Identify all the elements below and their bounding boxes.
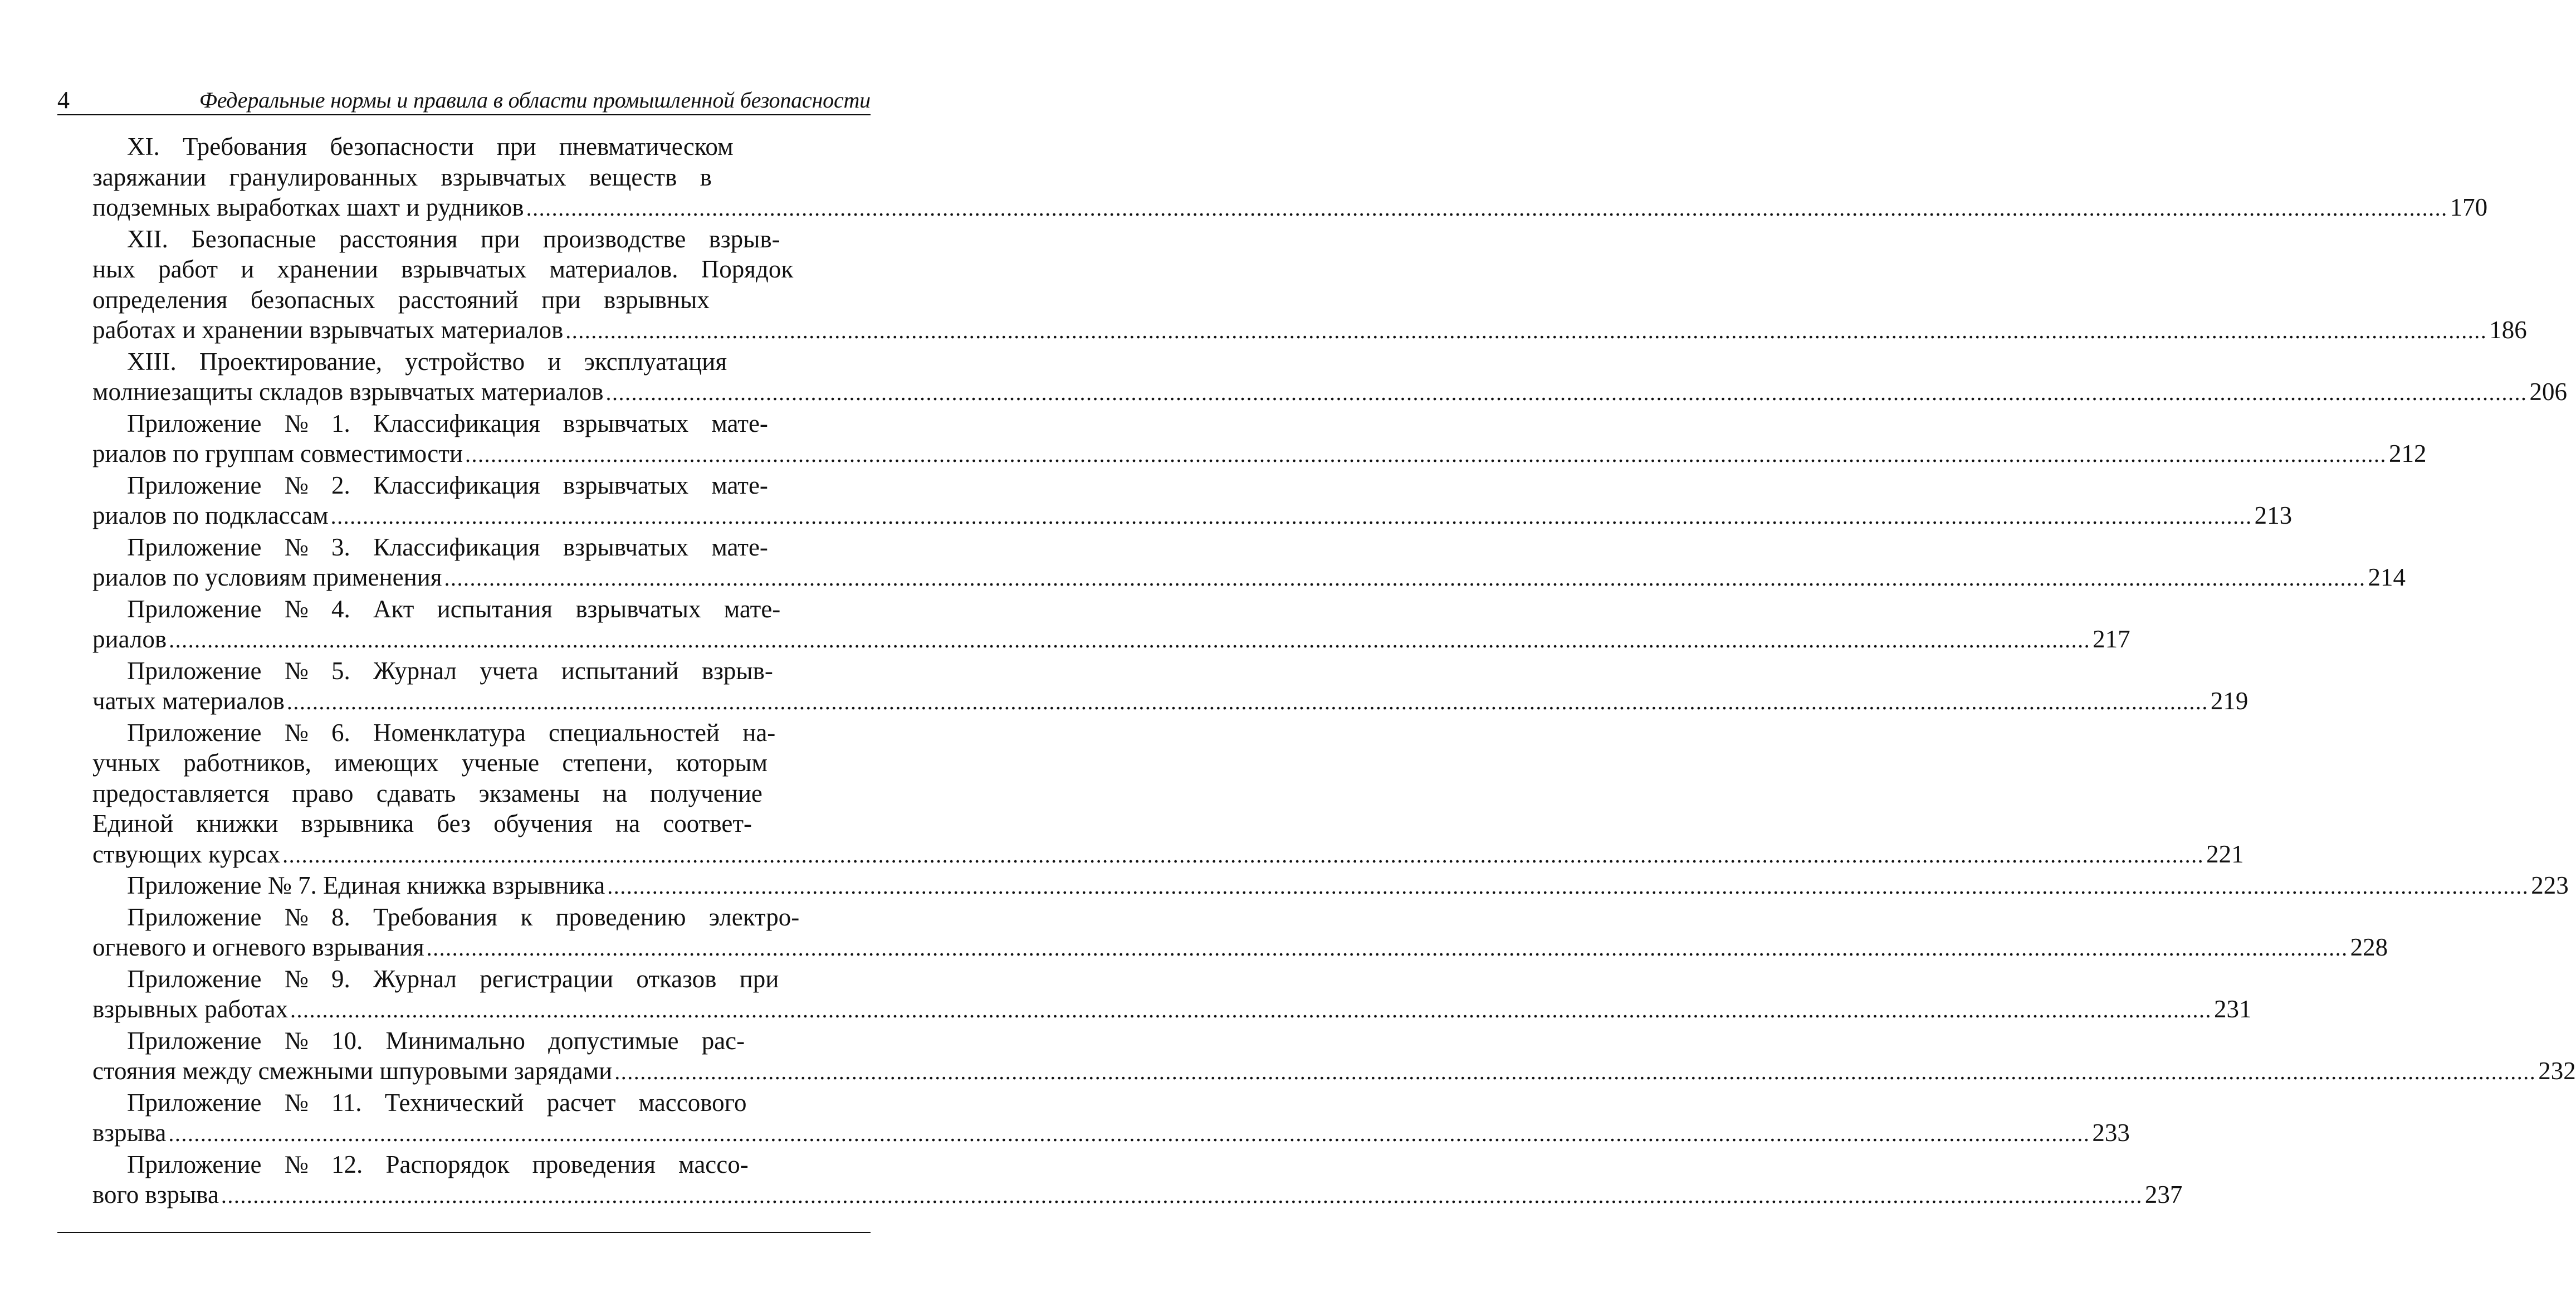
toc-entry-last-line — [92, 315, 2527, 347]
toc-entry-text: вого взрыва — [92, 1181, 219, 1208]
toc-entry-line: Приложение № 3. Классификация взрывчатых мате- — [127, 533, 768, 561]
dot-leader: ............................................................................................................................................................................................................................................................................................................ — [426, 935, 2348, 961]
dot-leader: ............................................................................................................................................................................................................................................................................................................ — [565, 318, 2487, 343]
toc-page-number: 237 — [2144, 1181, 2183, 1208]
dot-leader: ............................................................................................................................................................................................................................................................................................................ — [526, 196, 2448, 221]
toc-entry-last-line — [92, 624, 2130, 656]
toc-page-number: 206 — [2529, 378, 2567, 406]
toc-entry-line: Приложение № 4. Акт испытания взрывчатых мате- — [127, 594, 781, 623]
toc-entry-last-line — [92, 839, 2244, 871]
toc-page-number: 221 — [2206, 840, 2244, 868]
toc-page-number: 219 — [2210, 687, 2248, 715]
toc-entry-line: Приложение № 5. Журнал учета испытаний взрыв- — [127, 656, 773, 685]
toc-entry — [92, 347, 2567, 408]
toc-entry-line: учных работников, имеющих ученые степени, которым — [92, 749, 768, 777]
toc-entry-line: Приложение № 10. Минимально допустимые рас- — [127, 1026, 745, 1055]
dot-leader: ............................................................................................................................................................................................................................................................................................................ — [614, 1059, 2536, 1084]
dot-leader: ............................................................................................................................................................................................................................................................................................................ — [221, 1183, 2143, 1208]
toc-entry-text: огневого и огневого взрывания — [92, 933, 424, 961]
toc-entry-last-line — [92, 562, 2406, 594]
toc-entry-last-line — [92, 686, 2248, 718]
dot-leader: ............................................................................................................................................................................................................................................................................................................ — [607, 874, 2529, 899]
toc-entry-line: заряжании гранулированных взрывчатых веществ в — [92, 163, 712, 191]
dot-leader: ............................................................................................................................................................................................................................................................................................................ — [605, 380, 2528, 405]
toc-entry-line: XIII. Проектирование, устройство и эксплуатация — [127, 347, 727, 376]
toc-entry-line: Приложение № 2. Классификация взрывчатых мате- — [127, 471, 768, 499]
toc-page-number: 231 — [2214, 995, 2252, 1023]
dot-leader: ............................................................................................................................................................................................................................................................................................................ — [286, 689, 2208, 714]
toc-entry-text: риалов по условиям применения — [92, 563, 442, 591]
toc-entry-text: взрыва — [92, 1119, 167, 1147]
toc-entry-line: Приложение № 9. Журнал регистрации отказов при — [127, 964, 779, 993]
toc-page-number: 214 — [2368, 563, 2406, 591]
toc-entry-text: взрывных работах — [92, 995, 289, 1023]
toc-entry-line: Приложение № 8. Требования к проведению электро- — [127, 903, 800, 931]
toc-entry-text: работах и хранении взрывчатых материалов — [92, 316, 564, 344]
toc-entry-line: Единой книжки взрывника без обучения на соответ- — [92, 810, 752, 837]
table-of-contents — [92, 131, 2576, 1211]
page-number: 4 — [57, 86, 70, 114]
toc-entry-text: чатых материалов — [92, 687, 285, 715]
toc-entry-text: риалов — [92, 625, 167, 653]
toc-entry-last-line — [92, 1118, 2130, 1149]
dot-leader: ............................................................................................................................................................................................................................................................................................................ — [330, 504, 2252, 529]
footer-rule — [57, 1232, 871, 1233]
dot-leader: ............................................................................................................................................................................................................................................................................................................ — [290, 997, 2212, 1022]
toc-entry — [92, 470, 2293, 532]
toc-entry — [92, 656, 2248, 718]
toc-entry-line: определения безопасных расстояний при взрывных — [92, 285, 710, 314]
toc-page-number: 212 — [2389, 440, 2427, 467]
dot-leader: ............................................................................................................................................................................................................................................................................................................ — [282, 842, 2204, 867]
toc-entry-line: XI. Требования безопасности при пневматическом — [127, 133, 734, 160]
toc-page-number: 233 — [2092, 1119, 2130, 1147]
toc-entry-text: риалов по группам совместимости — [92, 440, 463, 467]
dot-leader: ............................................................................................................................................................................................................................................................................................................ — [465, 442, 2387, 467]
toc-entry-text: молниезащиты складов взрывчатых материалов — [92, 378, 604, 406]
toc-entry-line: Приложение № 12. Распорядок проведения массо- — [127, 1150, 749, 1178]
toc-entry — [92, 224, 2527, 347]
toc-entry-last-line — [92, 500, 2293, 532]
toc-entry — [92, 594, 2130, 656]
page-header — [57, 84, 871, 118]
dot-leader: ............................................................................................................................................................................................................................................................................................................ — [168, 1121, 2090, 1146]
toc-entry — [92, 1149, 2183, 1211]
toc-entry — [92, 131, 2488, 224]
toc-entry — [92, 532, 2406, 594]
dot-leader: ............................................................................................................................................................................................................................................................................................................ — [444, 566, 2366, 591]
toc-entry-text: подземных выработках шахт и рудников — [92, 193, 524, 221]
header-rule — [57, 114, 871, 115]
toc-entry-last-line — [92, 870, 2569, 902]
toc-page-number: 186 — [2489, 316, 2527, 344]
running-title: Федеральные нормы и правила в области промышленной безопасности — [199, 87, 871, 113]
toc-entry-text: риалов по подклассам — [92, 501, 329, 529]
toc-page-number: 170 — [2450, 193, 2488, 221]
toc-entry-text: ствующих курсах — [92, 840, 281, 868]
toc-page-number: 217 — [2093, 625, 2130, 653]
toc-entry-line: предоставляется право сдавать экзамены на получение — [92, 779, 762, 807]
toc-entry — [92, 1026, 2576, 1088]
toc-entry-last-line — [92, 1056, 2576, 1088]
toc-entry-last-line — [92, 192, 2488, 224]
toc-entry — [92, 870, 2569, 902]
toc-entry-last-line — [92, 994, 2252, 1026]
toc-entry-last-line — [92, 377, 2567, 408]
toc-entry-line: Приложение № 11. Технический расчет массового — [127, 1088, 747, 1117]
toc-entry-last-line — [92, 438, 2427, 470]
dot-leader: ............................................................................................................................................................................................................................................................................................................ — [169, 627, 2091, 652]
toc-entry — [92, 718, 2244, 871]
toc-page-number: 232 — [2538, 1057, 2576, 1085]
toc-entry-last-line — [92, 932, 2388, 964]
toc-page-number: 213 — [2254, 501, 2293, 529]
toc-entry-text: стояния между смежными шпуровыми зарядами — [92, 1057, 613, 1085]
toc-entry — [92, 902, 2388, 964]
toc-page-number: 223 — [2531, 871, 2569, 899]
toc-entry-last-line — [92, 1179, 2183, 1211]
toc-page-number: 228 — [2350, 933, 2388, 961]
toc-entry-line: XII. Безопасные расстояния при производстве взрыв- — [127, 225, 780, 253]
toc-entry — [92, 964, 2252, 1026]
toc-entry-text: Приложение № 7. Единая книжка взрывника — [127, 871, 605, 899]
toc-entry — [92, 408, 2427, 470]
toc-entry-line: Приложение № 6. Номенклатура специальностей на- — [127, 718, 776, 747]
toc-entry — [92, 1088, 2130, 1149]
toc-entry-line: Приложение № 1. Классификация взрывчатых мате- — [127, 409, 768, 437]
toc-entry-line: ных работ и хранении взрывчатых материалов. Порядок — [92, 255, 794, 283]
